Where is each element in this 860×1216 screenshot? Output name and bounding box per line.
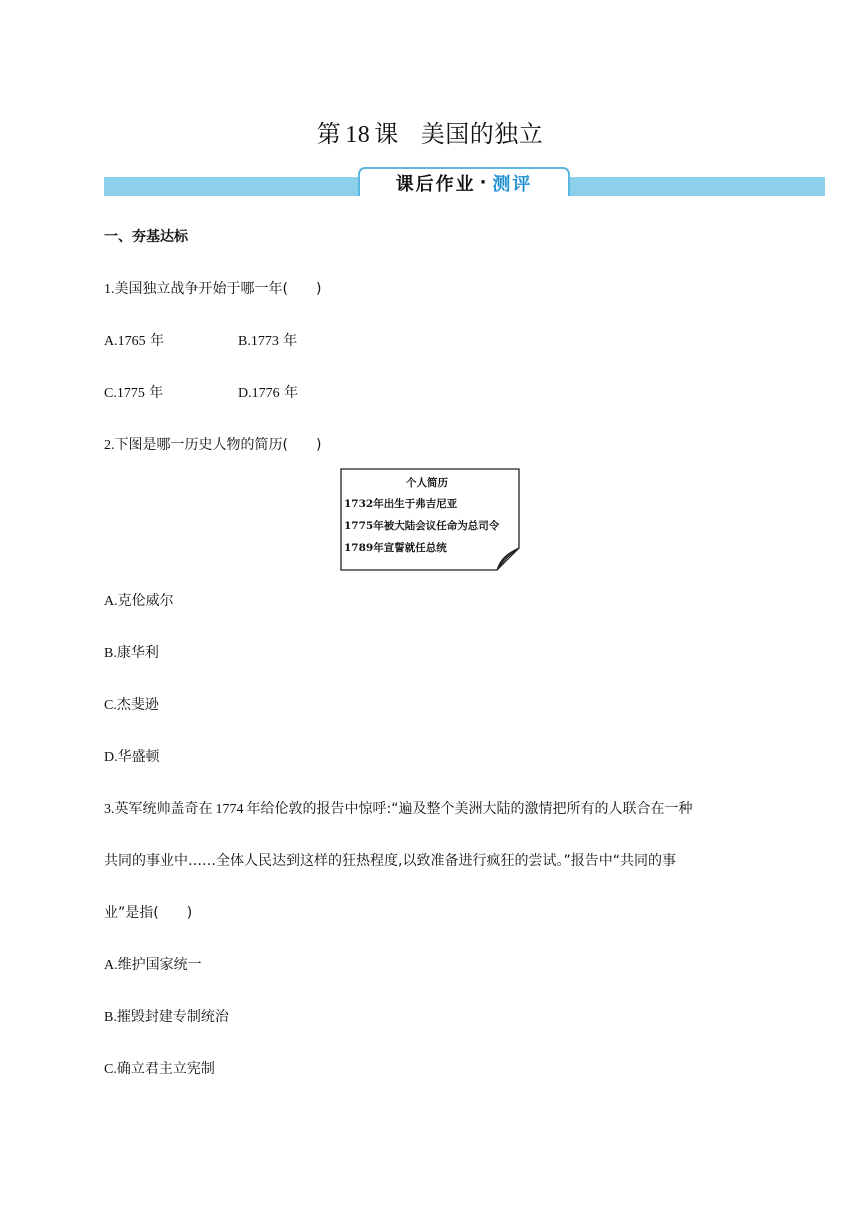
option-c: C.1775 年 [104, 385, 164, 401]
banner-right-text: 测评 [492, 173, 533, 195]
homework-banner [358, 167, 570, 196]
resume-card [340, 468, 520, 571]
resume-line-1: 1732年出生于弗吉尼亚 [344, 498, 458, 510]
question-number: 2. [104, 438, 115, 453]
option-b: B.康华利 [104, 645, 159, 661]
option-a: A.克伦威尔 [104, 593, 174, 609]
question-number: 1. [104, 282, 115, 297]
section-heading: 一、夯基达标 [104, 229, 188, 245]
option-c: C.杰斐逊 [104, 697, 159, 713]
question-2 [104, 434, 321, 454]
banner-left-text: 课后作业 [395, 173, 476, 195]
title-prefix: 第 [316, 120, 342, 148]
option-c: C.确立君主立宪制 [104, 1061, 215, 1077]
question-3-line-3: 业”是指( ) [104, 905, 193, 921]
title-suffix: 课 [374, 120, 399, 148]
option-b: B.摧毁封建专制统治 [104, 1009, 229, 1025]
page-title [0, 114, 860, 149]
question-stem: 下图是哪一历史人物的简历( ) [114, 437, 322, 453]
option-d: D.1776 年 [238, 385, 299, 401]
question-3-line-1: 3.英军统帅盖奇在 1774 年给伦敦的报告中惊呼:“遍及整个美洲大陆的激情把所有的人联合在一种 [104, 801, 693, 817]
title-number: 18 [345, 122, 371, 148]
banner-dot: · [479, 172, 489, 193]
title-name: 美国的独立 [420, 120, 544, 148]
option-b: B.1773 年 [238, 333, 298, 349]
resume-line-2: 1775年被大陆会议任命为总司令 [344, 520, 500, 532]
options-row-1 [104, 330, 164, 350]
question-1 [104, 278, 321, 298]
option-a: A.1765 年 [104, 333, 165, 349]
resume-heading: 个人简历 [406, 477, 448, 489]
question-stem: 美国独立战争开始于哪一年( ) [114, 281, 322, 297]
option-a: A.维护国家统一 [104, 957, 202, 973]
question-3-line-2: 共同的事业中……全体人民达到这样的狂热程度,以致准备进行疯狂的尝试。”报告中“共同的事 [104, 853, 676, 869]
option-d: D.华盛顿 [104, 749, 160, 765]
resume-line-3: 1789年宣誓就任总统 [344, 542, 447, 554]
